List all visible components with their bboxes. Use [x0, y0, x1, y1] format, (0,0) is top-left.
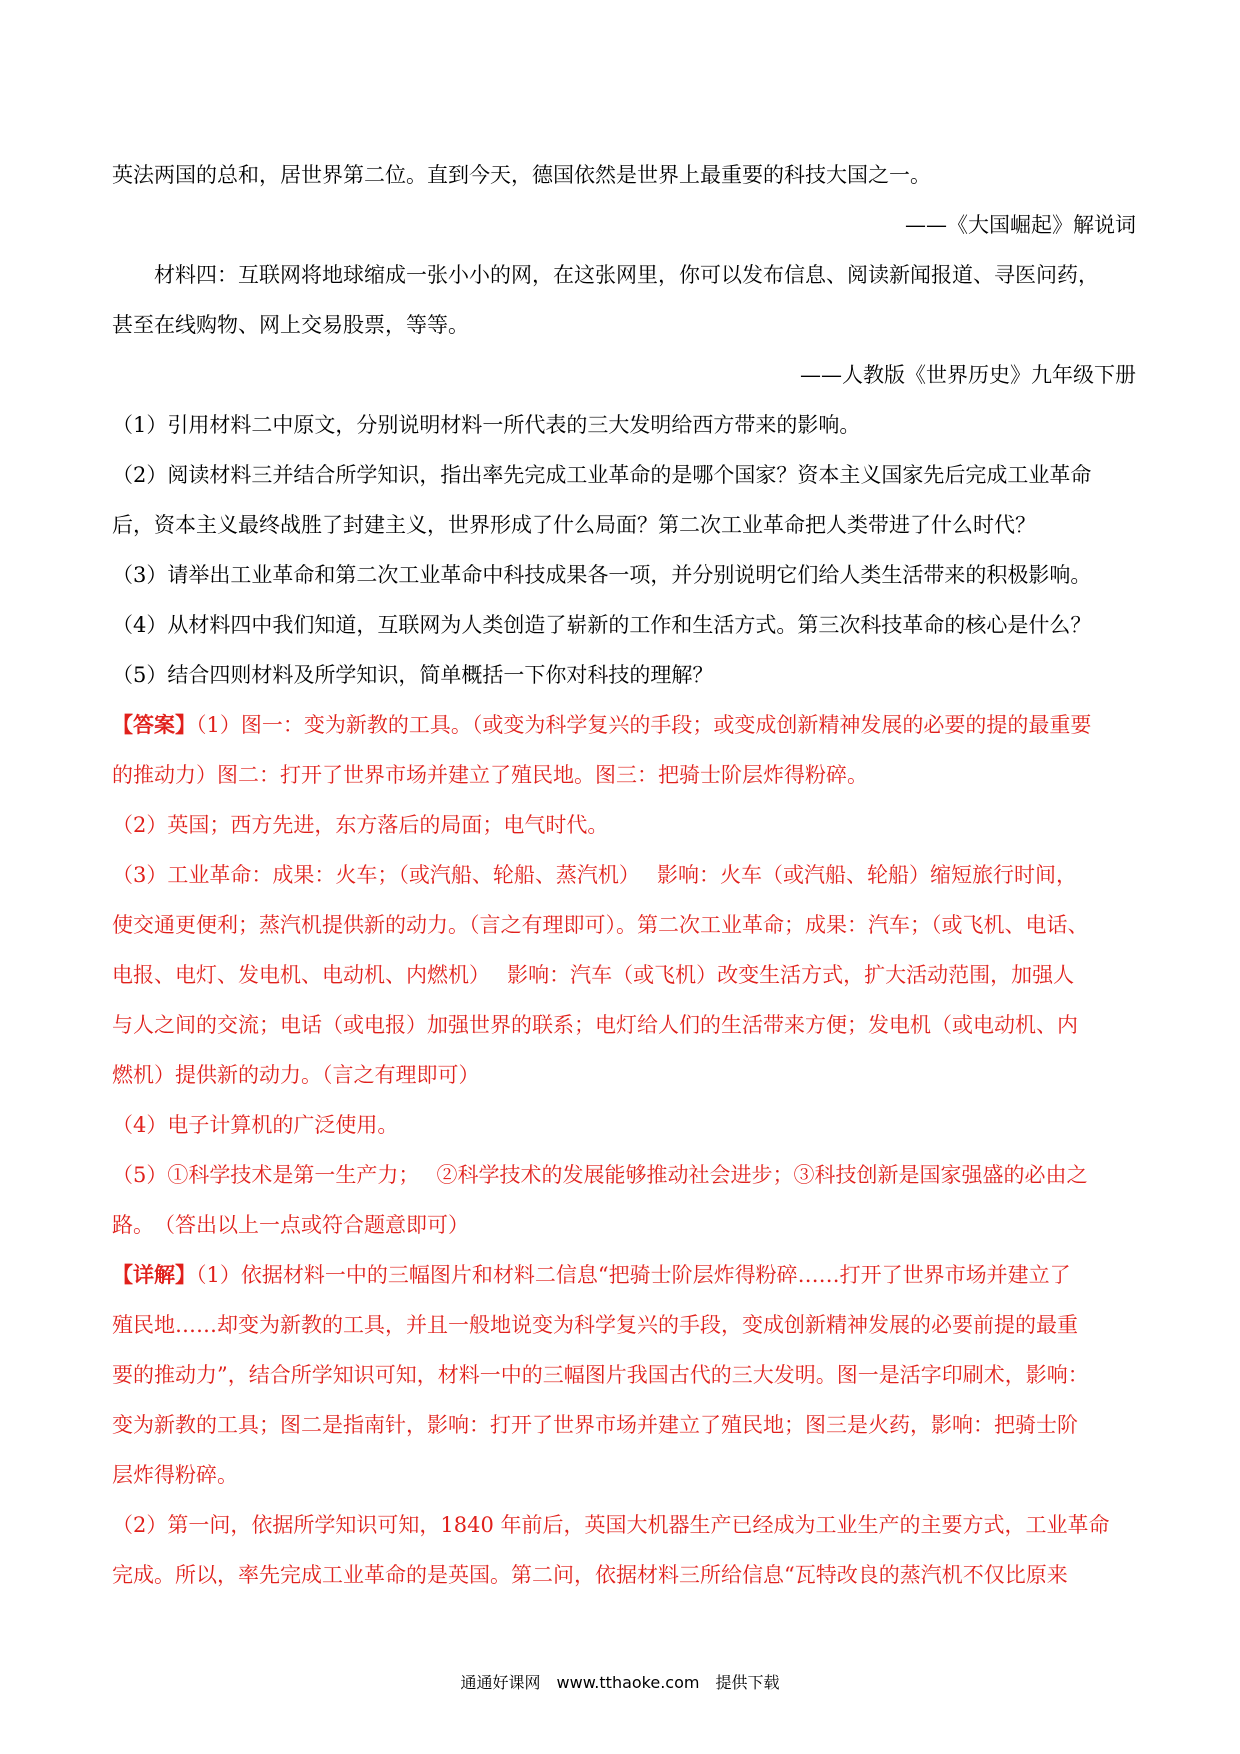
question-2-line2: 后，资本主义最终战胜了封建主义，世界形成了什么局面？第二次工业革命把人类带进了什么时代？ — [112, 513, 1036, 537]
question-2-line1: （2）阅读材料三并结合所学知识，指出率先完成工业革命的是哪个国家？资本主义国家先后完成工业革命 — [112, 463, 1092, 487]
answer-3-line3: 电报、电灯、发电机、电动机、内燃机） 影响：汽车（或飞机）改变生活方式，扩大活动范围，加强人 — [112, 963, 1075, 987]
material4-source: ——人教版《世界历史》九年级下册 — [800, 363, 1136, 387]
explain-1-line5: 层炸得粉碎。 — [112, 1463, 238, 1487]
page-footer: 通通好课网 www.tthaoke.com 提供下载 — [460, 1673, 780, 1692]
question-5: （5）结合四则材料及所学知识，简单概括一下你对科技的理解？ — [112, 663, 714, 687]
explain-2-line1: （2）第一问，依据所学知识可知，1840 年前后，英国大机器生产已经成为工业生产的主要方式，工业革命 — [112, 1513, 1110, 1537]
answer-5-line2: 路。 （答出以上一点或符合题意即可） — [112, 1213, 469, 1237]
explain-1-line2: 殖民地……却变为新教的工具，并且一般地说变为科学复兴的手段，变成创新精神发展的必要前提的最重 — [112, 1313, 1078, 1337]
explain-1-line4: 变为新教的工具；图二是指南针，影响：打开了世界市场并建立了殖民地；图三是火药，影响：把骑士阶 — [112, 1413, 1078, 1437]
document-page — [112, 150, 1136, 1600]
question-3: （3）请举出工业革命和第二次工业革命中科技成果各一项，并分别说明它们给人类生活带来的积极影响。 — [112, 563, 1092, 587]
answer-3-line5: 燃机）提供新的动力。（言之有理即可） — [112, 1063, 480, 1087]
answer-label: 【答案】 — [112, 712, 196, 737]
question-4: （4）从材料四中我们知道，互联网为人类创造了崭新的工作和生活方式。第三次科技革命的核心是什么？ — [112, 613, 1092, 637]
explain-label: 【详解】 — [112, 1262, 196, 1287]
explain-1-line1 — [112, 1250, 1136, 1300]
explain-2-line2: 完成。所以，率先完成工业革命的是英国。第二问，依据材料三所给信息“瓦特改良的蒸汽机不仅比原来 — [112, 1563, 1068, 1587]
material4-line1: 材料四：互联网将地球缩成一张小小的网，在这张网里，你可以发布信息、阅读新闻报道、寻医问药， — [154, 263, 1099, 287]
answer-1-line2: 的推动力）图二：打开了世界市场并建立了殖民地。图三：把骑士阶层炸得粉碎。 — [112, 763, 868, 787]
material4-line2: 甚至在线购物、网上交易股票，等等。 — [112, 313, 469, 337]
explain-1-line3: 要的推动力”，结合所学知识可知，材料一中的三幅图片我国古代的三大发明。图一是活字印刷术，影响： — [112, 1363, 1089, 1387]
material3-continuation: 英法两国的总和，居世界第二位。直到今天，德国依然是世界上最重要的科技大国之一。 — [112, 163, 931, 187]
answer-1-line1 — [112, 700, 1136, 750]
explain-1-text: （1）依据材料一中的三幅图片和材料二信息“把骑士阶层炸得粉碎……打开了世界市场并建立了 — [196, 1263, 1071, 1287]
answer-3-line2: 使交通更便利；蒸汽机提供新的动力。（言之有理即可）。第二次工业革命；成果：汽车；（或飞机、电话、 — [112, 913, 1089, 937]
material3-source: ——《大国崛起》解说词 — [905, 213, 1136, 237]
answer-3-line4: 与人之间的交流；电话（或电报）加强世界的联系；电灯给人们的生活带来方便；发电机（或电动机、内 — [112, 1013, 1078, 1037]
answer-3-line1: （3）工业革命：成果：火车；（或汽船、轮船、蒸汽机） 影响：火车（或汽船、轮船）缩短旅行时间， — [112, 863, 1078, 887]
answer-5-line1: （5）①科学技术是第一生产力； ②科学技术的发展能够推动社会进步；③科技创新是国家强盛的必由之 — [112, 1163, 1088, 1187]
answer-1-text: （1）图一：变为新教的工具。（或变为科学复兴的手段；或变成创新精神发展的必要的提的最重要 — [196, 713, 1092, 737]
answer-4: （4）电子计算机的广泛使用。 — [112, 1113, 399, 1137]
answer-2: （2）英国；西方先进，东方落后的局面；电气时代。 — [112, 813, 609, 837]
question-1: （1）引用材料二中原文，分别说明材料一所代表的三大发明给西方带来的影响。 — [112, 413, 861, 437]
